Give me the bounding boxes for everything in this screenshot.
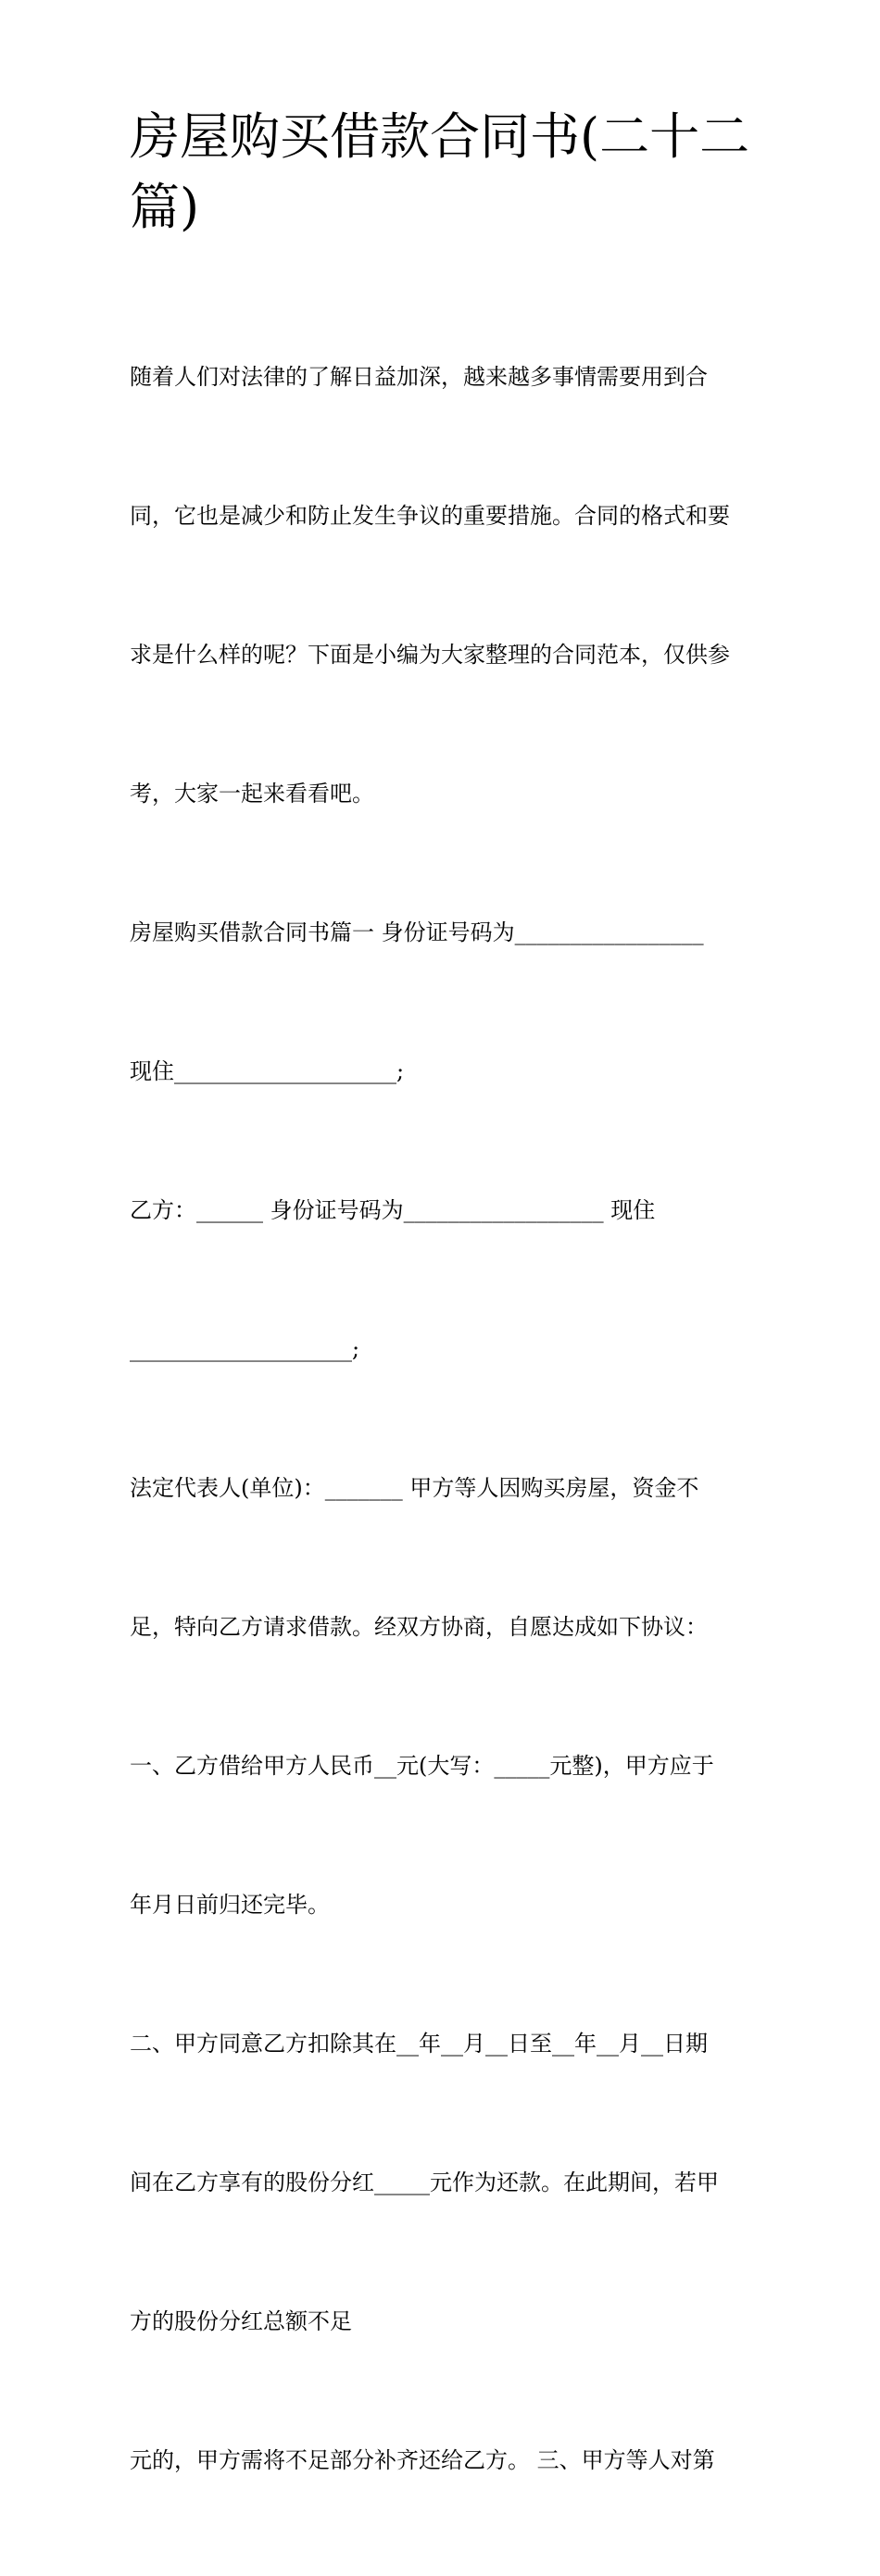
body-line: 一、乙方借给甲方人民币__元(大写：_____元整)，甲方应于 [130, 1753, 714, 1779]
body-line: 现住____________________; [130, 1058, 405, 1084]
body-line: 年月日前归还完毕。 [130, 1892, 330, 1918]
document-title [130, 102, 778, 243]
body-line: 考，大家一起来看看吧。 [130, 781, 374, 807]
title-line-1: 房屋购买借款合同书(二十二 [130, 107, 750, 166]
body-line: 方的股份分红总额不足 [130, 2308, 352, 2334]
body-line: 二、甲方同意乙方扣除其在__年__月__日至__年__月__日期 [130, 2031, 708, 2057]
title-line-2: 篇) [130, 178, 200, 236]
body-line: 间在乙方享有的股份分红_____元作为还款。在此期间，若甲 [130, 2170, 719, 2195]
body-line: 同，它也是减少和防止发生争议的重要措施。合同的格式和要 [130, 503, 730, 529]
body-line: 乙方：______ 身份证号码为__________________ 现住 [130, 1197, 656, 1223]
body-line: 法定代表人(单位)：_______ 甲方等人因购买房屋，资金不 [130, 1475, 699, 1501]
body-line: 随着人们对法律的了解日益加深，越来越多事情需要用到合 [130, 364, 708, 390]
body-line: ____________________; [130, 1336, 360, 1362]
document-body [130, 261, 760, 2576]
body-line: 足，特向乙方请求借款。经双方协商，自愿达成如下协议： [130, 1614, 708, 1640]
body-line: 元的，甲方需将不足部分补齐还给乙方。 三、甲方等人对第 [130, 2447, 715, 2473]
body-line: 房屋购买借款合同书篇一 身份证号码为_________________ [130, 919, 704, 945]
body-line: 求是什么样的呢？下面是小编为大家整理的合同范本，仅供参 [130, 642, 730, 668]
